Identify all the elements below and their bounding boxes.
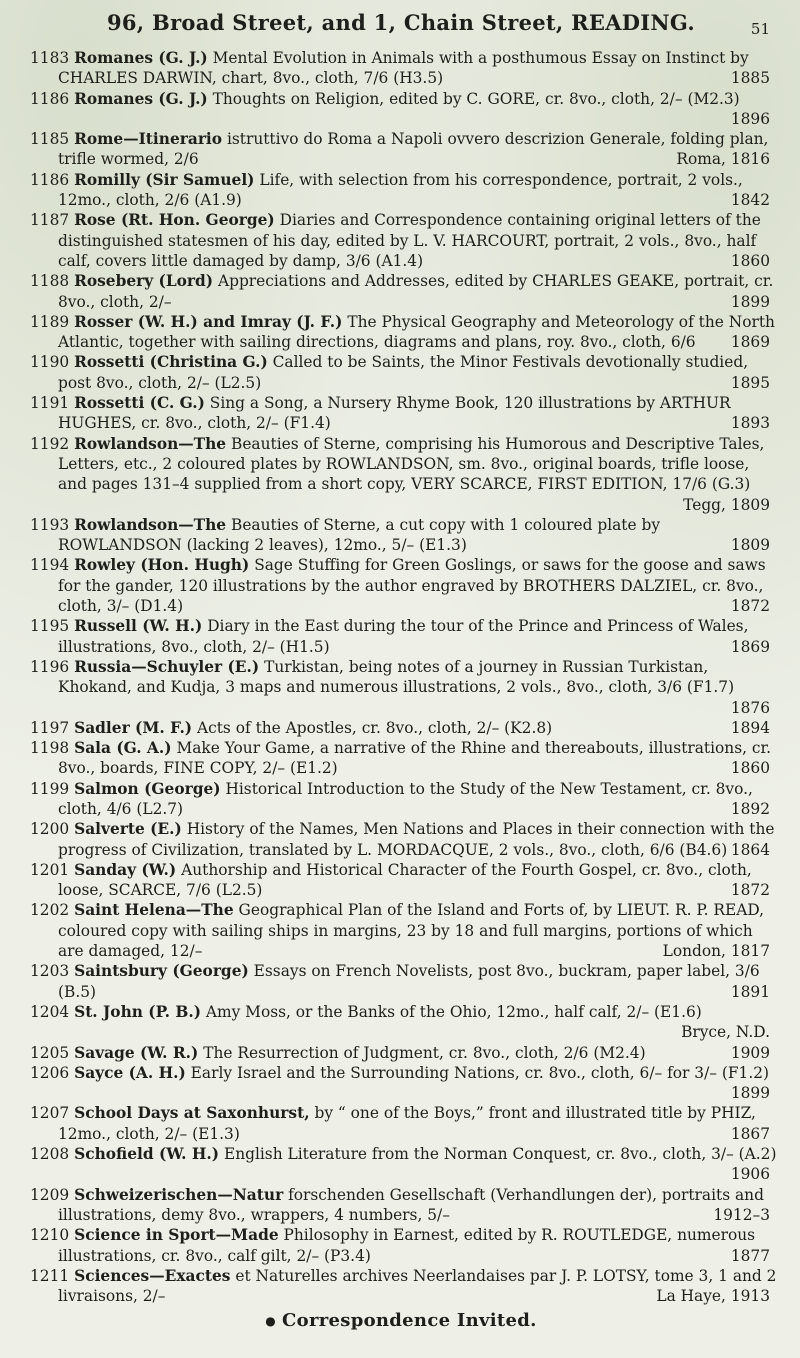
entry-description: Sing a Song, a Nursery Rhyme Book, 120 illustrations by ARTHUR HUGHES, cr. 8vo., cloth, 2/– (F1.4) (58, 394, 731, 433)
entry-heading: Romanes (G. J.) (74, 89, 208, 108)
entry-number: 1194 (30, 556, 70, 575)
entry-heading: Romanes (G. J.) (74, 49, 208, 67)
entry-heading: Rowlandson—The (74, 515, 227, 534)
entry-heading: Schofield (W. H.) (74, 1145, 220, 1164)
entry-number: 1195 (30, 617, 70, 636)
entry-heading: School Days at Saxonhurst, (74, 1104, 310, 1123)
page-number: 51 (750, 20, 770, 38)
catalogue-entry (24, 900, 778, 961)
catalogue-entry (24, 48, 778, 89)
entry-description: The Physical Geography and Meteorology of the North Atlantic, together with sailing directions, diagrams and plans, roy. 8vo., cloth, 6/6 (58, 312, 775, 352)
entry-heading: Rosser (W. H.) and Imray (J. F.) (74, 312, 343, 331)
catalogue-entry (24, 779, 778, 820)
entry-heading: St. John (P. B.) (74, 1002, 201, 1021)
catalogue-entry (24, 555, 778, 616)
entry-description: Beauties of Sterne, comprising his Humorous and Descriptive Tales, Letters, etc., 2 coloured plates by ROWLANDSON, sm. 8vo., original boards, trifle loose, and pages 131–4 supplied from a short copy, VERY SCARCE, FIRST EDITION, 17/6 (G.3) (58, 434, 765, 494)
entry-heading: Rossetti (C. G.) (74, 394, 205, 413)
entry-description: Early Israel and the Surrounding Nations, cr. 8vo., cloth, 6/– for 3/– (F1.2) (190, 1063, 770, 1082)
entry-date: La Haye, 1913 (656, 1287, 770, 1306)
entry-heading: Sciences—Exactes (74, 1266, 231, 1285)
page-title: 96, Broad Street, and 1, Chain Street, READING. (106, 10, 696, 35)
entry-number: 1203 (30, 962, 70, 981)
footer-text: Correspondence Invited. (282, 1310, 537, 1332)
entry-number: 1187 (30, 211, 70, 230)
entry-description: Make Your Game, a narrative of the Rhine and thereabouts, illustrations, cr. 8vo., boards, FINE COPY, 2/– (E1.2) (58, 739, 772, 778)
entry-heading: Rose (Rt. Hon. George) (74, 211, 275, 230)
entry-heading: Saint Helena—The (74, 901, 234, 920)
entry-number: 1188 (30, 272, 70, 291)
entry-number: 1191 (30, 394, 70, 413)
entry-date: 1860 (730, 251, 770, 270)
entry-date: Tegg, 1809 (683, 495, 770, 514)
entry-description: Diary in the East during the tour of the Prince and Princess of Wales, illustrations, 8vo., cloth, 2/– (H1.5) (58, 617, 749, 656)
entry-heading: Sayce (A. H.) (74, 1063, 186, 1082)
entry-date: 1872 (730, 597, 770, 616)
entry-date: 1869 (730, 637, 770, 656)
footer-note (24, 1310, 778, 1331)
catalogue-entry (24, 1043, 778, 1063)
entry-date: Bryce, N.D. (681, 1023, 770, 1042)
entry-number: 1202 (30, 901, 70, 920)
entry-heading: Romilly (Sir Samuel) (74, 170, 255, 189)
entry-number: 1200 (30, 820, 70, 839)
entry-description: Diaries and Correspondence containing original letters of the distinguished statesmen of his day, edited by L. V. HARCOURT, portrait, 2 vols., 8vo., half calf, covers little damaged by damp, 3/6 (A1.4) (58, 211, 761, 270)
entry-heading: Sanday (W.) (74, 860, 177, 879)
entry-description: The Resurrection of Judgment, cr. 8vo., cloth, 2/6 (M2.4) (203, 1043, 646, 1062)
entry-description: Turkistan, being notes of a journey in Russian Turkistan, Khokand, and Kudja, 3 maps and numerous illustrations, 2 vols., 8vo., cloth, 3/6 (F1.7) (58, 657, 735, 697)
catalogue-entry (24, 616, 778, 657)
catalogue-entry (24, 657, 778, 718)
catalogue-entry (24, 1225, 778, 1266)
catalogue-entry (24, 718, 778, 738)
entry-date: 1896 (730, 109, 770, 128)
catalogue-entry (24, 210, 778, 271)
entry-date: 1876 (730, 698, 770, 717)
entry-heading: Salverte (E.) (74, 820, 182, 839)
entry-description: Philosophy in Earnest, edited by R. ROUTLEDGE, numerous illustrations, cr. 8vo., calf gilt, 2/– (P3.4) (58, 1226, 756, 1265)
entry-heading: Sala (G. A.) (74, 739, 172, 758)
entry-description: forschenden Gesellschaft (Verhandlungen der), portraits and illustrations, demy 8vo., wrappers, 4 numbers, 5/– (58, 1185, 764, 1224)
catalogue-entry (24, 1185, 778, 1226)
entry-description: Called to be Saints, the Minor Festivals devotionally studied, post 8vo., cloth, 2/– (L2.5) (58, 353, 749, 392)
catalogue-entry (24, 1103, 778, 1144)
entry-number: 1198 (30, 739, 70, 758)
entry-date: 1860 (730, 759, 770, 778)
entry-date: 1909 (730, 1043, 770, 1062)
entry-date: 1893 (730, 414, 770, 433)
catalogue-entry (24, 961, 778, 1002)
catalogue-entry (24, 738, 778, 779)
catalogue-entries (24, 48, 778, 1306)
entry-heading: Schweizerischen—Natur (74, 1185, 284, 1204)
entry-date: 1809 (730, 536, 770, 555)
entry-date: 1899 (730, 1084, 770, 1103)
catalogue-entry (24, 271, 778, 312)
entry-number: 1206 (30, 1063, 70, 1082)
entry-heading: Salmon (George) (74, 779, 221, 798)
entry-date: Roma, 1816 (676, 150, 770, 169)
entry-heading: Russia—Schuyler (E.) (74, 657, 260, 676)
entry-description: Historical Introduction to the Study of the New Testament, cr. 8vo., cloth, 4/6 (L2.7) (58, 779, 753, 818)
entry-heading: Russell (W. H.) (74, 617, 203, 636)
entry-heading: Rosebery (Lord) (74, 272, 214, 291)
entry-number: 1205 (30, 1043, 70, 1062)
entry-number: 1201 (30, 860, 70, 879)
entry-date: 1899 (730, 292, 770, 311)
entry-description: Beauties of Sterne, a cut copy with 1 coloured plate by ROWLANDSON (lacking 2 leaves), 12mo., 5/– (E1.3) (58, 515, 661, 555)
entry-heading: Savage (W. R.) (74, 1043, 199, 1062)
catalogue-entry (24, 1002, 778, 1043)
entry-description: Mental Evolution in Animals with a posthumous Essay on Instinct by CHARLES DARWIN, chart, 8vo., cloth, 7/6 (H3.5) (58, 49, 749, 88)
entry-date: 1877 (730, 1246, 770, 1265)
entry-number: 1207 (30, 1104, 70, 1123)
entry-number: 1204 (30, 1002, 70, 1021)
entry-description: English Literature from the Norman Conquest, cr. 8vo., cloth, 3/– (A.2) (223, 1145, 777, 1164)
entry-date: 1912–3 (713, 1205, 770, 1224)
catalogue-entry (24, 312, 778, 353)
entry-description: Appreciations and Addresses, edited by CHARLES GEAKE, portrait, cr. 8vo., cloth, 2/– (58, 272, 774, 311)
entry-number: 1185 (30, 130, 70, 149)
entry-date: London, 1817 (662, 942, 770, 961)
catalogue-entry (24, 89, 778, 130)
entry-number: 1193 (30, 515, 70, 534)
entry-date: 1869 (730, 333, 770, 352)
catalogue-entry (24, 515, 778, 556)
entry-heading: Rossetti (Christina G.) (74, 353, 268, 372)
entry-heading: Rowley (Hon. Hugh) (74, 556, 250, 575)
bullet-icon: ● (265, 1314, 277, 1329)
entry-description: Sage Stuffing for Green Goslings, or saws for the goose and saws for the gander, 120 illustrations by the author engraved by BROTHERS DALZIEL, cr. 8vo., cloth, 3/– (D1.4) (58, 556, 766, 616)
entry-date: 1892 (730, 799, 770, 818)
entry-description: Authorship and Historical Character of the Fourth Gospel, cr. 8vo., cloth, loose, SCARCE, 7/6 (L2.5) (58, 860, 752, 900)
entry-description: Acts of the Apostles, cr. 8vo., cloth, 2/– (K2.8) (197, 718, 553, 737)
entry-date: 1872 (730, 881, 770, 900)
entry-heading: Rome—Itinerario (74, 130, 223, 149)
entry-heading: Saintsbury (George) (74, 962, 249, 981)
entry-description: Geographical Plan of the Island and Forts of, by LIEUT. R. P. READ, coloured copy with sailing ships in margins, 23 by 18 and full margins, portions of which are damaged, 12/– (58, 901, 765, 961)
catalogue-entry (24, 129, 778, 170)
entry-description: et Naturelles archives Neerlandaises par J. P. LOTSY, tome 3, 1 and 2 livraisons, 2/– (58, 1266, 777, 1306)
entry-description: istruttivo do Roma a Napoli ovvero descrizion Generale, folding plan, trifle wormed, 2/6 (58, 130, 769, 169)
entry-number: 1196 (30, 657, 70, 676)
entry-number: 1211 (30, 1266, 70, 1285)
entry-number: 1189 (30, 312, 70, 331)
entry-number: 1210 (30, 1226, 70, 1245)
entry-date: 1842 (730, 191, 770, 210)
catalogue-entry (24, 170, 778, 211)
entry-description: Amy Moss, or the Banks of the Ohio, 12mo., half calf, 2/– (E1.6) (205, 1002, 702, 1021)
entry-number: 1190 (30, 353, 70, 372)
entry-heading: Science in Sport—Made (74, 1226, 279, 1245)
entry-number: 1197 (30, 718, 70, 737)
entry-number: 1186 (30, 170, 70, 189)
catalogue-entry (24, 393, 778, 434)
entry-date: 1885 (730, 69, 770, 88)
entry-number: 1209 (30, 1185, 70, 1204)
entry-number: 1208 (30, 1145, 70, 1164)
entry-date: 1891 (730, 982, 770, 1001)
catalogue-entry (24, 1063, 778, 1104)
catalogue-entry (24, 352, 778, 393)
entry-date: 1864 (730, 840, 770, 859)
entry-number: 1192 (30, 434, 70, 453)
entry-date: 1867 (730, 1124, 770, 1143)
entry-number: 1199 (30, 779, 70, 798)
catalogue-entry (24, 860, 778, 901)
entry-description: Thoughts on Religion, edited by C. GORE, cr. 8vo., cloth, 2/– (M2.3) (212, 89, 740, 108)
entry-description: by “ one of the Boys,” front and illustrated title by PHIZ, 12mo., cloth, 2/– (E1.3) (58, 1104, 756, 1143)
entry-date: 1895 (730, 373, 770, 392)
entry-date: 1894 (730, 718, 770, 737)
entry-description: History of the Names, Men Nations and Places in their connection with the progress of Civilization, translated by L. MORDACQUE, 2 vols., 8vo., cloth, 6/6 (B4.6) (58, 820, 775, 859)
entry-description: Essays on French Novelists, post 8vo., buckram, paper label, 3/6 (B.5) (58, 962, 760, 1001)
entry-number: 1183 (30, 49, 70, 67)
page-header (24, 10, 778, 48)
entry-heading: Rowlandson—The (74, 434, 227, 453)
entry-number: 1186 (30, 89, 70, 108)
entry-heading: Sadler (M. F.) (74, 718, 193, 737)
entry-date: 1906 (730, 1165, 770, 1184)
catalogue-entry (24, 434, 778, 515)
catalogue-entry (24, 819, 778, 860)
catalogue-entry (24, 1144, 778, 1185)
entry-description: Life, with selection from his correspondence, portrait, 2 vols., 12mo., cloth, 2/6 (A1.9) (58, 170, 743, 210)
catalogue-entry (24, 1266, 778, 1307)
